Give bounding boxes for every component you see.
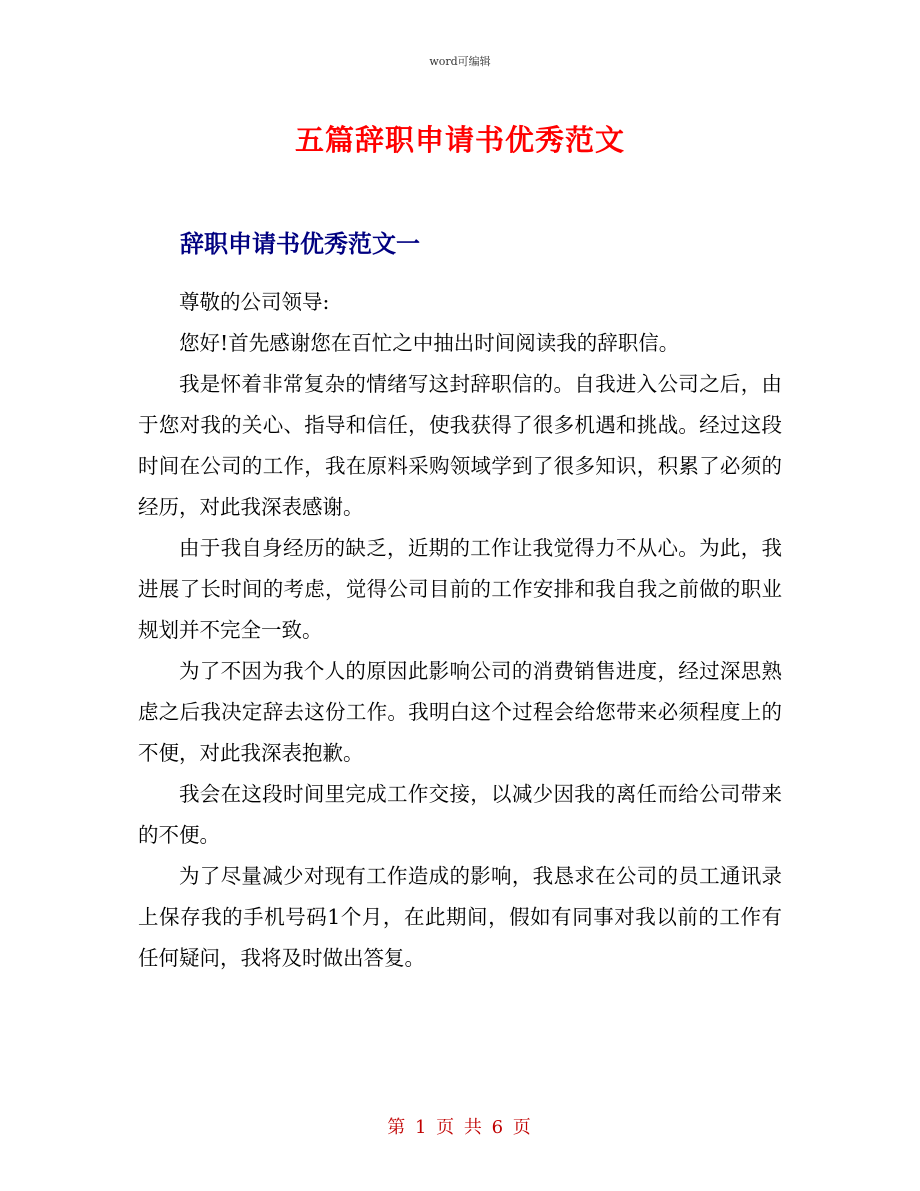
greeting-paragraph: 您好!首先感谢您在百忙之中抽出时间阅读我的辞职信。 xyxy=(179,331,680,355)
page-number-footer: 第 1 页 共 6 页 xyxy=(387,1117,533,1138)
section-heading: 辞职申请书优秀范文一 xyxy=(180,230,420,258)
document-body xyxy=(138,282,782,979)
document-title: 五篇辞职申请书优秀范文 xyxy=(294,123,625,157)
body-paragraph: 为了不因为我个人的原因此影响公司的消费销售进度，经过深思熟虑之后我决定辞去这份工作。我明白这个过程会给您带来必须程度上的不便，对此我深表抱歉。 xyxy=(138,659,782,765)
header-note: word可编辑 xyxy=(429,55,491,68)
body-paragraph: 我会在这段时间里完成工作交接，以减少因我的离任而给公司带来的不便。 xyxy=(138,782,782,847)
body-paragraph: 我是怀着非常复杂的情绪写这封辞职信的。自我进入公司之后，由于您对我的关心、指导和信任，使我获得了很多机遇和挑战。经过这段时间在公司的工作，我在原料采购领域学到了很多知识，积累了必须的经历，对此我深表感谢。 xyxy=(138,372,782,519)
body-paragraph: 为了尽量减少对现有工作造成的影响，我恳求在公司的员工通讯录上保存我的手机号码1个月，在此期间，假如有同事对我以前的工作有任何疑问，我将及时做出答复。 xyxy=(138,864,782,970)
salutation-paragraph: 尊敬的公司领导: xyxy=(179,290,330,314)
body-paragraph: 由于我自身经历的缺乏，近期的工作让我觉得力不从心。为此，我进展了长时间的考虑，觉得公司目前的工作安排和我自我之前做的职业规划并不完全一致。 xyxy=(138,536,782,642)
